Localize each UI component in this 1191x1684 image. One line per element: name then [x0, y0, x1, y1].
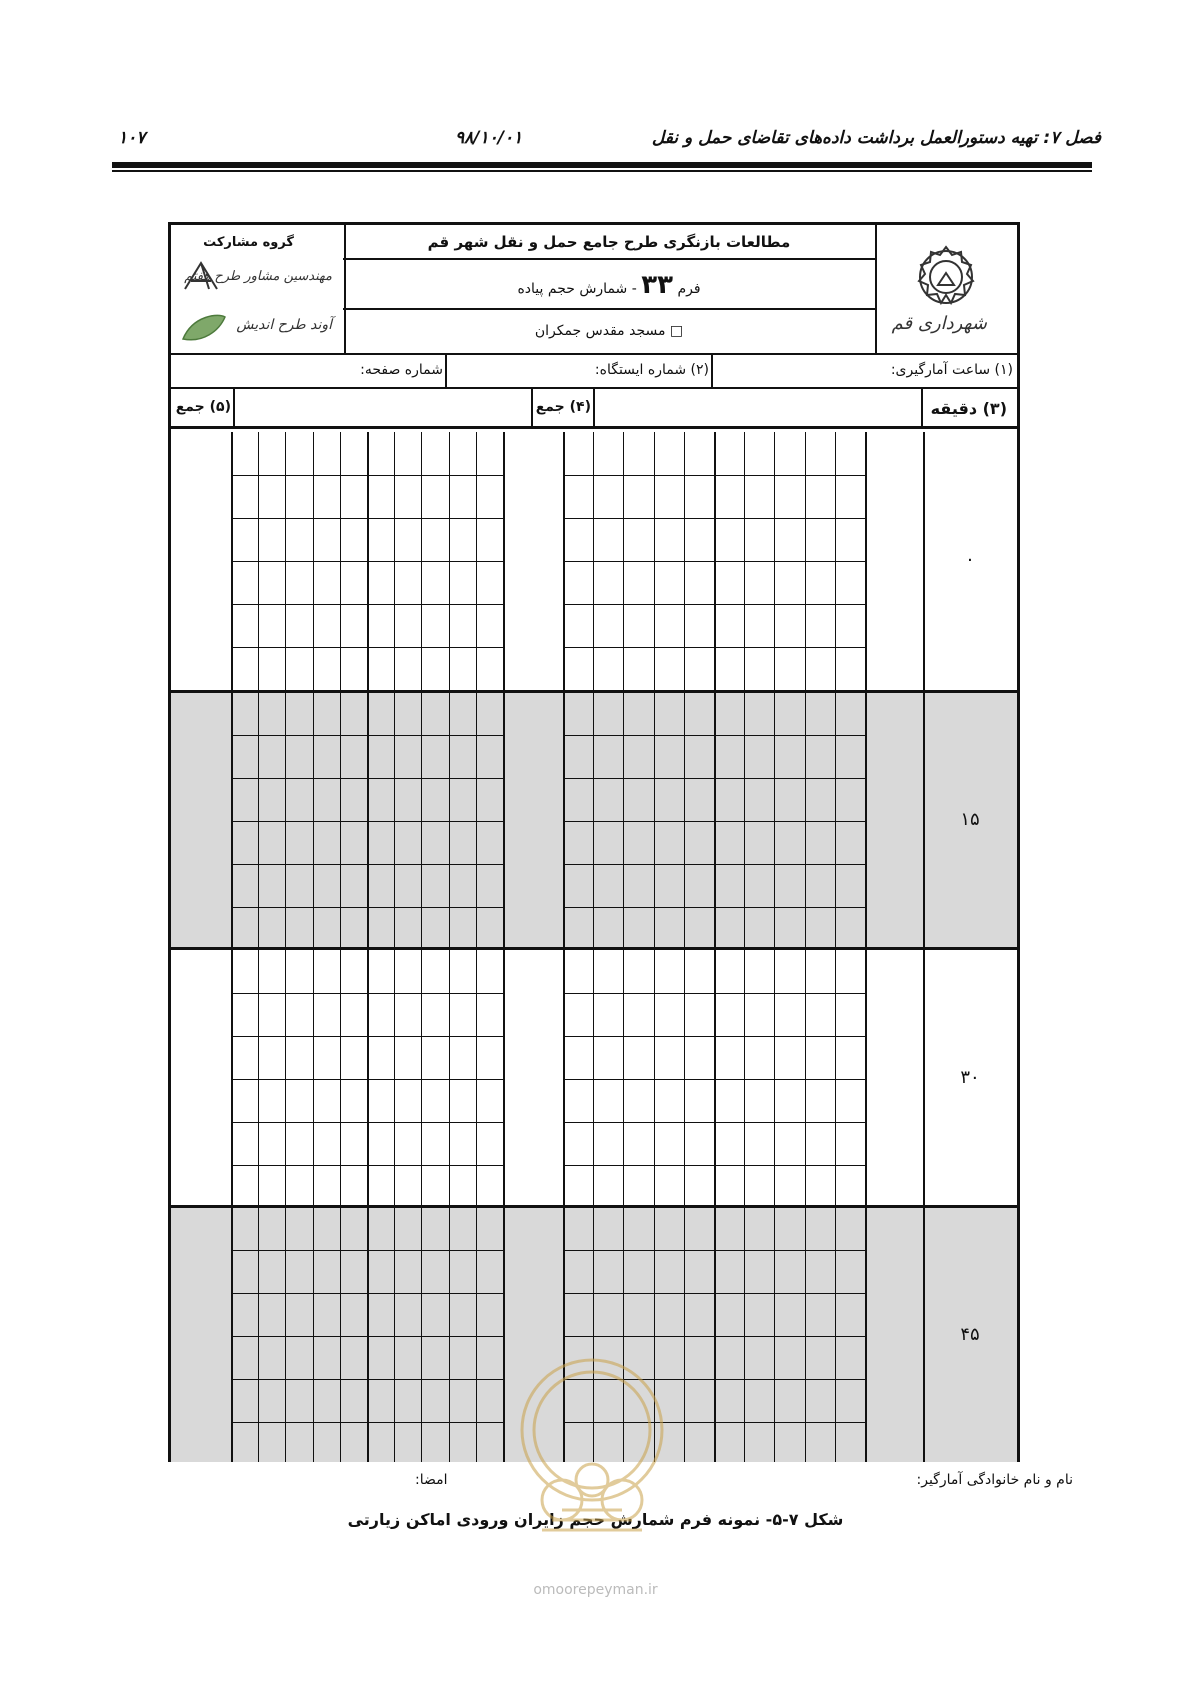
grid-line	[563, 475, 865, 476]
grid-line	[449, 1208, 450, 1463]
grid-line	[563, 1250, 865, 1251]
form-title: مطالعات بازنگری طرح جامع حمل و نقل شهر قم	[343, 225, 875, 260]
partner-logos-cell	[171, 225, 346, 355]
municipality-logo-cell	[875, 225, 1017, 355]
grid-line	[367, 1208, 369, 1463]
grid-line	[774, 693, 775, 948]
grid-line	[623, 693, 624, 948]
grid-line	[231, 1422, 503, 1423]
grid-line	[593, 693, 594, 948]
grid-line	[231, 1250, 503, 1251]
grid-line	[313, 693, 314, 948]
column-border	[865, 1208, 867, 1463]
grid-line	[835, 693, 836, 948]
signature-label: امضا:	[415, 1472, 448, 1488]
form-number: ۳۳	[641, 270, 673, 300]
sum4-header: (۴) جمع	[535, 399, 591, 415]
minute-label: ۰	[965, 548, 975, 570]
grid-line	[744, 1208, 745, 1463]
grid-line	[563, 1336, 865, 1337]
grid-line	[654, 693, 655, 948]
watermark-seal-icon	[502, 1350, 682, 1550]
grid-line	[774, 950, 775, 1205]
count-hour-label: (۱) ساعت آمارگیری:	[890, 362, 1013, 378]
column-border	[231, 693, 233, 948]
grid-line	[563, 647, 865, 648]
grid-line	[394, 693, 395, 948]
tally-cells[interactable]	[231, 693, 503, 948]
grid-line	[231, 1036, 503, 1037]
grid-line	[774, 1208, 775, 1463]
tally-cells[interactable]	[563, 693, 865, 948]
municipality-logo-text: شهرداری قم	[891, 313, 987, 334]
grid-line	[714, 1208, 716, 1463]
info-divider	[711, 355, 713, 387]
column-border	[503, 693, 505, 948]
grid-line	[394, 950, 395, 1205]
grid-line	[563, 735, 865, 736]
minute-band	[171, 690, 1017, 948]
minute-label: ۱۵	[960, 809, 980, 831]
grid-line	[654, 950, 655, 1205]
partner-group-label: گروه مشارکت	[203, 235, 294, 250]
grid-line	[231, 735, 503, 736]
grid-line	[231, 993, 503, 994]
grid-line	[231, 561, 503, 562]
station-label: (۲) شماره ایستگاه:	[594, 362, 709, 378]
location-option: □ مسجد مقدس جمکران	[534, 323, 684, 339]
grid-line	[744, 693, 745, 948]
grid-line	[394, 1208, 395, 1463]
grid-line	[563, 1122, 865, 1123]
grid-line	[421, 693, 422, 948]
running-header-chapter: فصل ۷: تهیه دستورالعمل برداشت داده‌های تقاضای حمل و نقل	[651, 128, 1101, 148]
grid-line	[231, 1079, 503, 1080]
partner1-name: مهندسین مشاور طرح هفتم	[184, 269, 332, 284]
grid-line	[684, 1208, 685, 1463]
grid-line	[340, 950, 341, 1205]
header-rule-thick	[112, 162, 1092, 168]
minute-label: ۳۰	[960, 1066, 980, 1088]
grid-line	[421, 950, 422, 1205]
grid-line	[835, 950, 836, 1205]
grid-line	[684, 950, 685, 1205]
grid-line	[563, 518, 865, 519]
grid-line	[563, 604, 865, 605]
grid-line	[563, 864, 865, 865]
grid-line	[563, 1036, 865, 1037]
grid-line	[563, 821, 865, 822]
grid-line	[340, 1208, 341, 1463]
grid-line	[258, 1208, 259, 1463]
tally-cells[interactable]	[231, 1208, 503, 1463]
grid-line	[231, 518, 503, 519]
column-border	[865, 693, 867, 948]
grid-line	[805, 1208, 806, 1463]
grid-line	[231, 475, 503, 476]
grid-line	[285, 1208, 286, 1463]
grid-line	[421, 1208, 422, 1463]
grid-line	[476, 1208, 477, 1463]
minute-label: ۴۵	[960, 1324, 980, 1346]
grid-line	[231, 1122, 503, 1123]
grid-line	[313, 1208, 314, 1463]
grid-line	[231, 778, 503, 779]
col-divider	[921, 389, 923, 426]
column-border	[563, 432, 565, 690]
grid-line	[563, 778, 865, 779]
column-border	[563, 693, 565, 948]
tally-cells[interactable]	[231, 432, 503, 690]
grid-line	[476, 693, 477, 948]
grid-line	[835, 1208, 836, 1463]
grid-line	[367, 693, 369, 948]
sum5-header: (۵) جمع	[175, 399, 231, 415]
column-border	[865, 950, 867, 1205]
grid-line	[476, 950, 477, 1205]
form-title-block	[343, 225, 875, 355]
minute-header: (۳) دقیقه	[930, 399, 1007, 418]
grid-line	[313, 950, 314, 1205]
grid-line	[231, 821, 503, 822]
grid-line	[258, 950, 259, 1205]
col-divider	[233, 389, 235, 426]
grid-line	[563, 1293, 865, 1294]
col-divider	[593, 389, 595, 426]
tally-cells[interactable]	[563, 432, 865, 690]
column-border	[563, 950, 565, 1205]
grid-line	[744, 950, 745, 1205]
header-rule-thin	[112, 170, 1092, 172]
running-header-date: ۹۸/۱۰/۰۱	[455, 128, 523, 148]
column-border	[503, 432, 505, 690]
col-divider	[531, 389, 533, 426]
tally-cells[interactable]	[563, 950, 865, 1205]
column-border	[503, 950, 505, 1205]
watermark-url: omoorepeyman.ir	[533, 1582, 658, 1598]
grid-line	[285, 950, 286, 1205]
count-form	[168, 222, 1020, 1462]
tally-grid	[171, 432, 1017, 1462]
info-row	[171, 355, 1017, 389]
column-border	[231, 432, 233, 690]
grid-line	[258, 693, 259, 948]
grid-line	[285, 693, 286, 948]
page-label: شماره صفحه:	[360, 362, 443, 378]
info-divider	[445, 355, 447, 387]
minute-band	[171, 947, 1017, 1205]
grid-line	[563, 561, 865, 562]
grid-line	[805, 950, 806, 1205]
grid-line	[231, 1379, 503, 1380]
figure-caption: شکل ۷-۵- نمونه فرم شمارش حجم زایران ورودی اماکن زیارتی	[347, 1510, 844, 1529]
grid-line	[231, 1293, 503, 1294]
grid-line	[449, 693, 450, 948]
grid-line	[684, 693, 685, 948]
grid-line	[231, 1165, 503, 1166]
column-header-row	[171, 389, 1017, 429]
grid-line	[340, 693, 341, 948]
grid-line	[231, 604, 503, 605]
grid-line	[563, 1165, 865, 1166]
page-number: ۱۰۷	[118, 128, 146, 148]
grid-line	[563, 1079, 865, 1080]
grid-line	[231, 1336, 503, 1337]
minute-band	[171, 432, 1017, 690]
grid-line	[231, 647, 503, 648]
partner2-name: آوند طرح اندیش	[236, 317, 332, 333]
grid-line	[714, 950, 716, 1205]
grid-line	[805, 693, 806, 948]
surveyor-name-label: نام و نام خانوادگی آمارگیر:	[916, 1472, 1073, 1488]
grid-line	[231, 907, 503, 908]
grid-line	[714, 693, 716, 948]
form-name: - شمارش حجم پیاده	[517, 281, 637, 297]
grid-line	[231, 864, 503, 865]
partner2-leaf-icon	[179, 311, 229, 345]
column-border	[231, 1208, 233, 1463]
form-prefix: فرم	[677, 281, 701, 297]
tally-cells[interactable]	[231, 950, 503, 1205]
column-border	[231, 950, 233, 1205]
grid-line	[563, 907, 865, 908]
grid-line	[623, 950, 624, 1205]
grid-line	[593, 950, 594, 1205]
grid-line	[563, 993, 865, 994]
form-subtitle	[343, 260, 875, 310]
grid-line	[367, 950, 369, 1205]
grid-line	[449, 950, 450, 1205]
column-border	[865, 432, 867, 690]
